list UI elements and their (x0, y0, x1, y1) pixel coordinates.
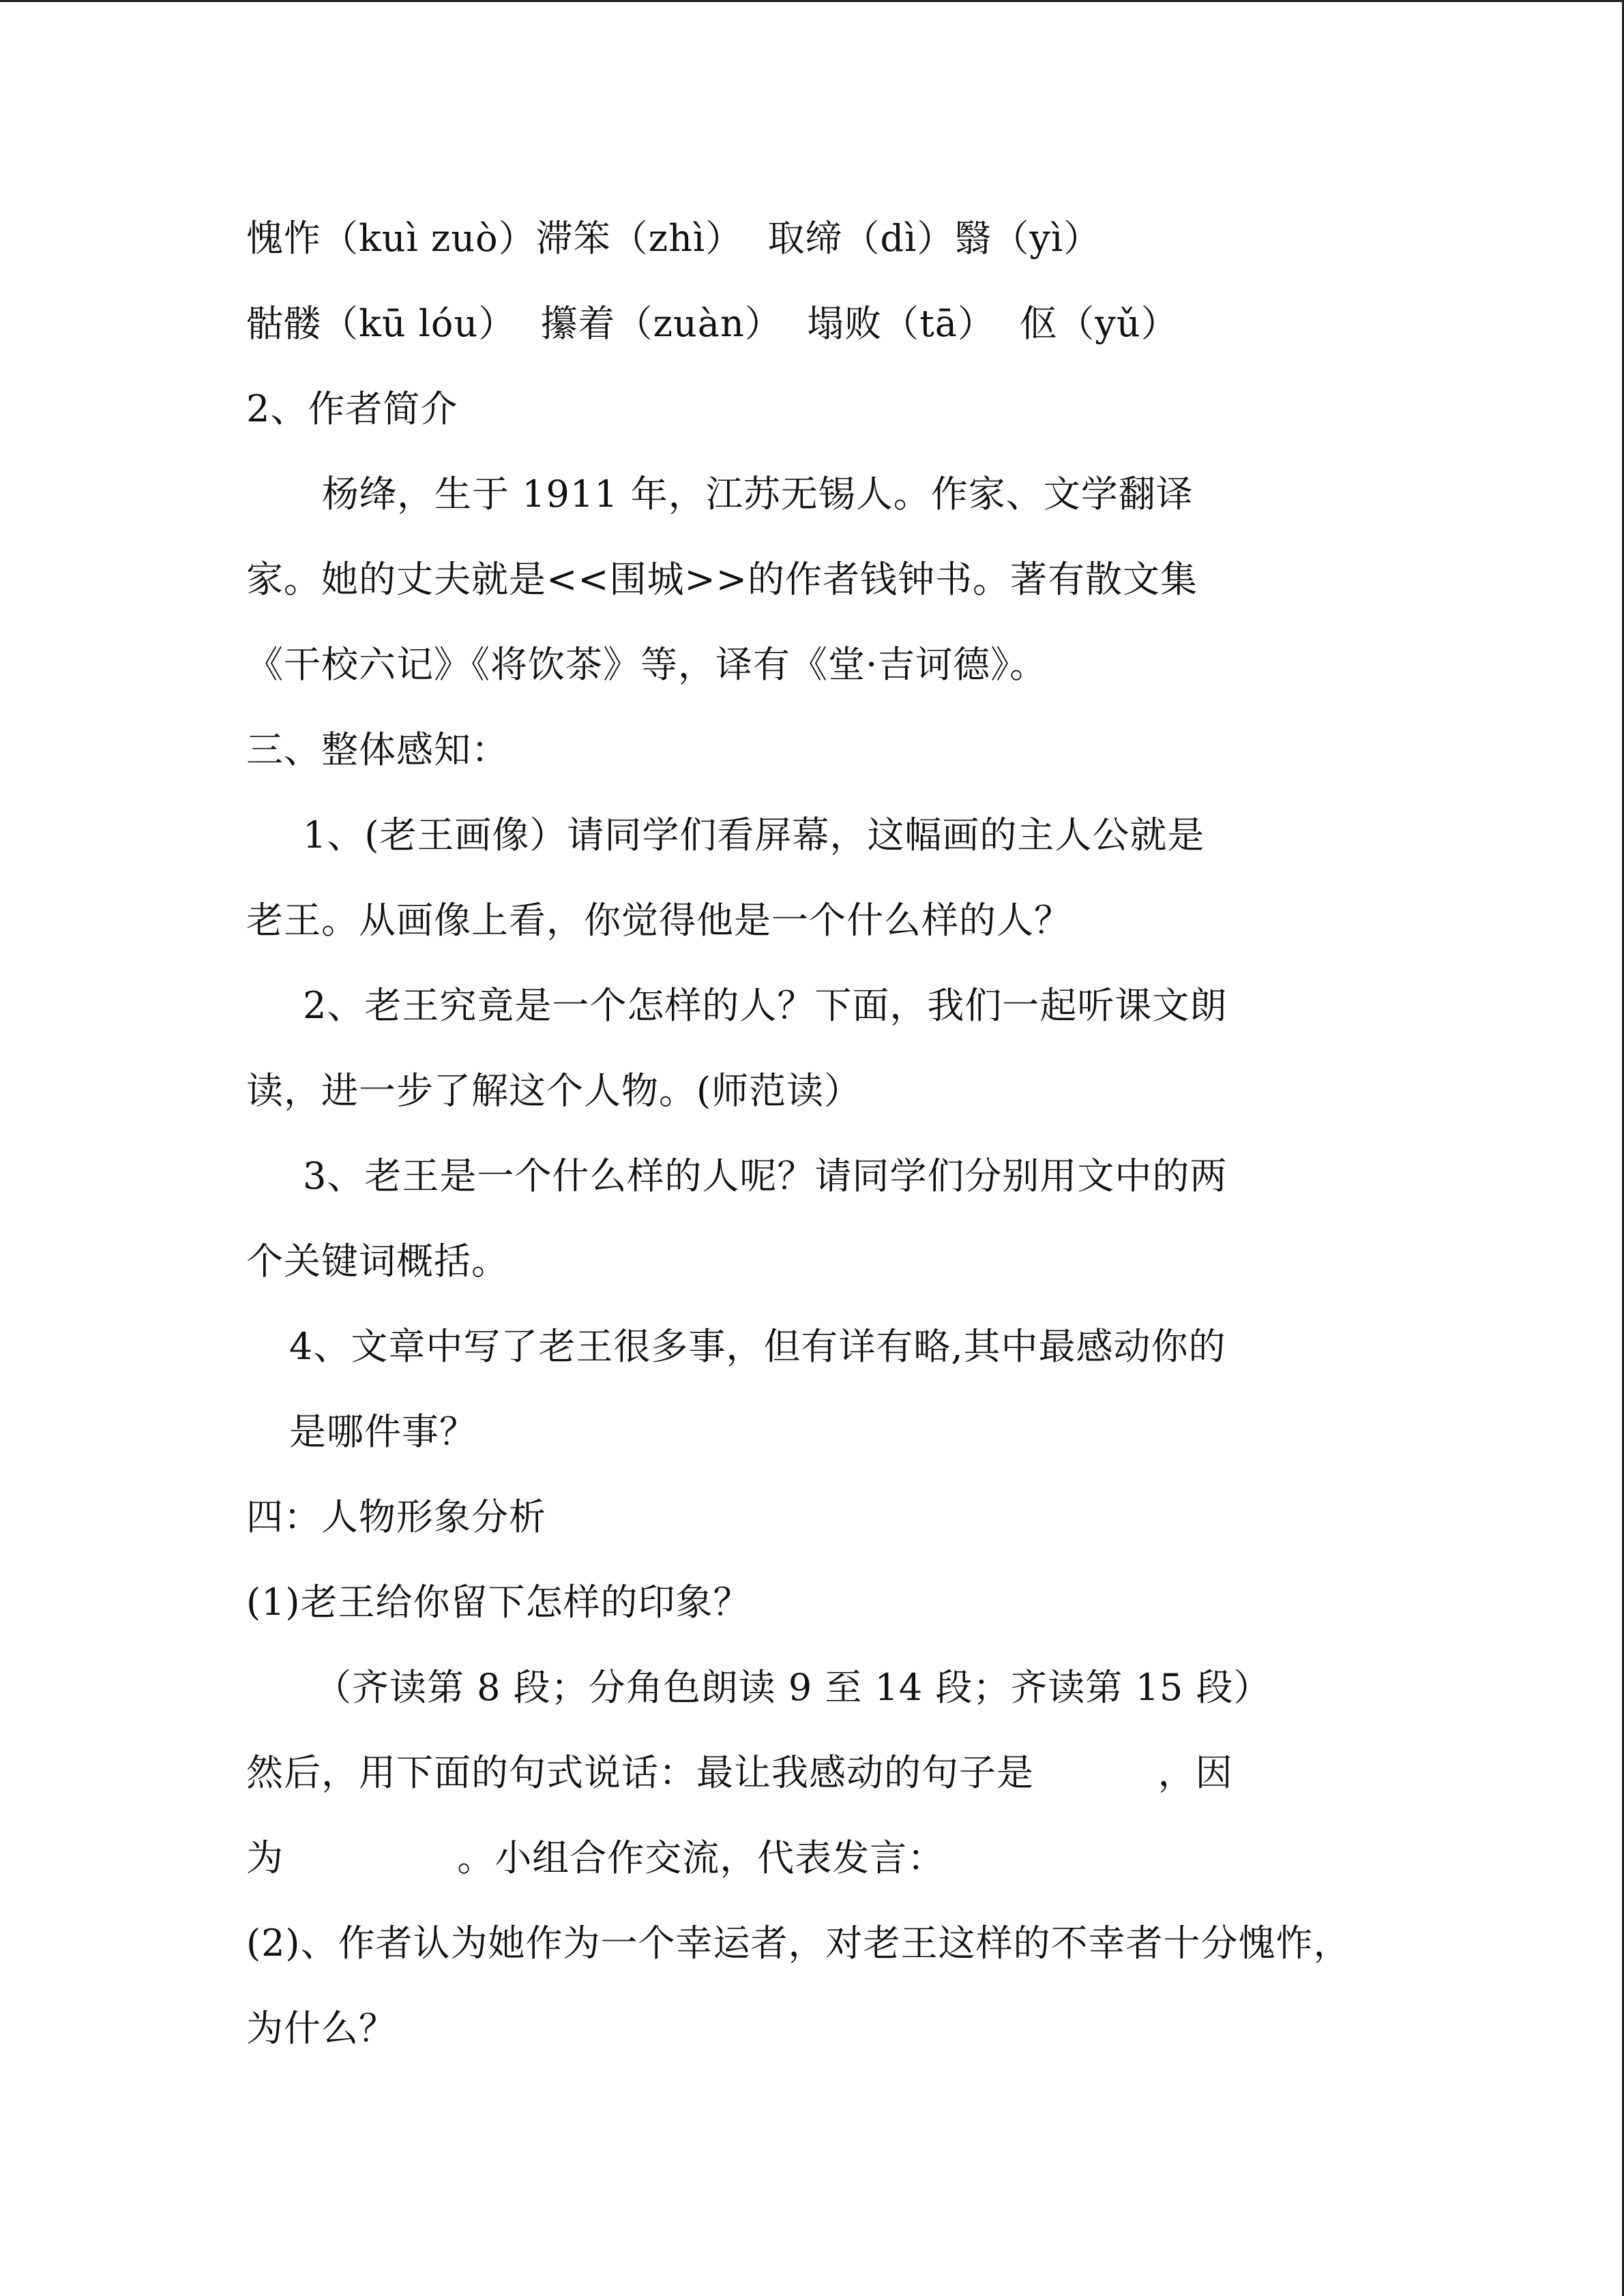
section-heading-character: 四：人物形象分析 (246, 1495, 546, 1538)
sentence-pattern-line-2: 为 。小组合作交流，代表发言： (246, 1836, 945, 1879)
sentence-pattern-line-1: 然后，用下面的句式说话：最让我感动的句子是 ，因 (246, 1751, 1233, 1794)
author-paragraph-line-1: 杨绛，生于 1911 年，江苏无锡人。作家、文学翻译 (322, 473, 1194, 516)
character-question-2-line-2: 为什么？ (246, 2007, 396, 2050)
author-paragraph-line-2: 家。她的丈夫就是<<围城>>的作者钱钟书。著有散文集 (246, 558, 1198, 601)
question-4-line-1: 4、文章中写了老王很多事，但有详有略,其中最感动你的 (289, 1325, 1226, 1368)
author-paragraph-line-3: 《干校六记》《将饮茶》等，译有《堂·吉诃德》。 (246, 643, 1048, 686)
question-2-line-2: 读，进一步了解这个人物。(师范读） (246, 1069, 862, 1112)
question-1-line-1: 1、(老王画像）请同学们看屏幕，这幅画的主人公就是 (303, 814, 1205, 856)
section-heading-author: 2、作者简介 (246, 387, 458, 430)
section-heading-overview: 三、整体感知： (246, 728, 509, 771)
question-4-line-2: 是哪件事？ (289, 1410, 477, 1453)
character-question-2-line-1: (2)、作者认为她作为一个幸运者，对老王这样的不幸者十分愧怍， (246, 1922, 1351, 1965)
character-question-1: (1)老王给你留下怎样的印象？ (246, 1581, 751, 1624)
vocab-line-2: 骷髅（kū lóu） 攥着（zuàn） 塌败（tā） 伛（yǔ） (246, 302, 1179, 345)
question-3-line-2: 个关键词概括。 (246, 1240, 509, 1283)
question-2-line-1: 2、老王究竟是一个怎样的人？下面，我们一起听课文朗 (303, 984, 1228, 1027)
page-border-top (0, 0, 1624, 2)
question-1-line-2: 老王。从画像上看，你觉得他是一个什么样的人？ (246, 899, 1072, 942)
question-3-line-1: 3、老王是一个什么样的人呢？请同学们分别用文中的两 (303, 1154, 1228, 1197)
reading-instructions: （齐读第 8 段；分角色朗读 9 至 14 段；齐读第 15 段） (314, 1666, 1271, 1709)
vocab-line-1: 愧怍（kuì zuò）滞笨（zhì） 取缔（dì）翳（yì） (246, 217, 1102, 260)
